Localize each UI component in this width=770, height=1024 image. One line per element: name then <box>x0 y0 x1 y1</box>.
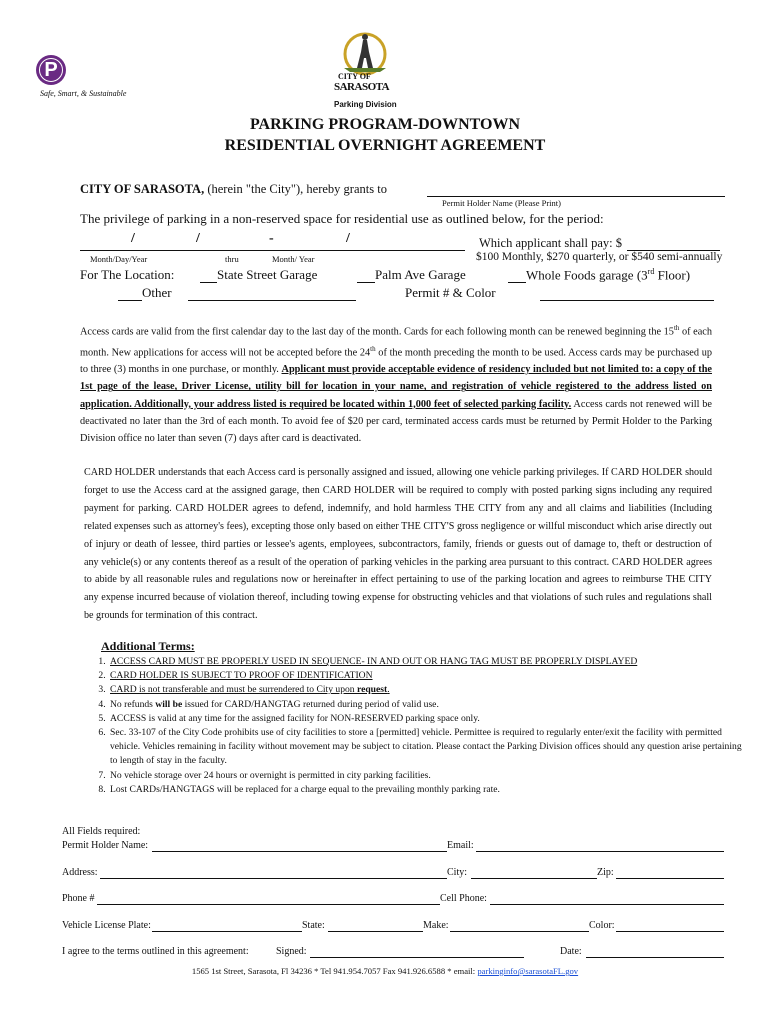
permit-color-field[interactable] <box>540 300 714 301</box>
access-paragraph: Access cards are valid from the first calendar day to the last day of the month. Cards for each following month can be renewed beginning the 15th of each month. New applications for access will not be accepted before the 24th of the month preceding the month to be used. Access cards may be purchased up to three (3) months in one purchase, or monthly. Applicant must provide acceptable evidence of residency included but not limited to: a copy of the 1st page of the lease, Driver License, utility bill for location in your name, and registration of vehicle registered to the address listed on application. Additionally, your address listed is required be located within 1,000 feet of selected parking facility. Access cards not renewed will be deactivated no later than the 3rd of each month. To avoid fee of $20 per card, terminated access cards must be returned by Permit Holder to the Parking Division office no later than seven (7) days after card is deactivated. <box>80 324 713 445</box>
month-year-caption: Month/ Year <box>272 254 315 264</box>
period-field[interactable] <box>80 250 465 251</box>
phone-input[interactable] <box>97 904 440 905</box>
email-input[interactable] <box>476 851 724 852</box>
permit-holder-name-label: Permit Holder Name: <box>62 840 149 851</box>
state-street-option: State Street Garage <box>217 267 318 282</box>
permit-holder-name-field[interactable] <box>427 196 725 197</box>
date-dash: - <box>269 231 274 246</box>
whole-foods-checkbox[interactable] <box>508 282 526 283</box>
rates-text: $100 Monthly, $270 quarterly, or $540 semi-annually <box>476 251 723 263</box>
cell-phone-label: Cell Phone: <box>440 893 487 904</box>
footer: 1565 1st Street, Sarasota, Fl 34236 * Tel 941.954.7057 Fax 941.926.6588 * email: parkinginfo@sarasotaFL.gov <box>191 966 579 976</box>
card-holder-paragraph: CARD HOLDER understands that each Access card is personally assigned and issued, allowing one vehicle parking privileges. If CARD HOLDER should forget to use the Access card at the assigned garage, then CARD HOLDER will be required to comply with posted parking signs including any required payment for parking. CARD HOLDER agrees to defend, indemnify, and hold harmless THE CITY from any and all claims and liabilities (Including related expenses such as attorney's fees), excepting those only based on either THE CITY'S gross negligence or willful misconduct which arise directly out of injury or death of lessee, third parties or lessee's agents, employees, subcontractors, family, friends or guests out of damage to, theft or destruction of any vehicle(s) or any contents thereof as a result of the operation of parking vehicles in the parking area pursuant to this contract. CARD HOLDER agrees to abide by all reasonable rules and regulations now or hereinafter in effect pertaining to use of the parking location and agrees to reimburse THE CITY any expense incurred because of violation thereof, including towing expense for obstructing vehicles and that violations of such rules and regulations shall be grounds for termination of this contract. <box>84 467 712 622</box>
permit-color-label: Permit # & Color <box>405 285 496 300</box>
grant-text: CITY OF SARASOTA, (herein "the City"), hereby grants to <box>80 182 387 196</box>
additional-terms-list <box>88 655 748 797</box>
address-input[interactable] <box>100 878 447 879</box>
thru-caption: thru <box>225 254 239 264</box>
date-slash-1: / <box>131 231 135 246</box>
date-slash-3: / <box>346 231 350 246</box>
state-street-checkbox[interactable] <box>200 282 217 283</box>
date-input[interactable] <box>586 957 724 958</box>
zip-label: Zip: <box>597 867 614 878</box>
address-label: Address: <box>62 867 98 878</box>
date-label: Date: <box>560 946 582 957</box>
plate-label: Vehicle License Plate: <box>62 920 151 931</box>
email-label: Email: <box>447 840 474 851</box>
term-7: 7. No vehicle storage over 24 hours or overnight is permitted in city parking facilities. <box>108 769 748 783</box>
term-6: 6. Sec. 33-107 of the City Code prohibits use of city facilities to store a [permitted] vehicle. Permittee is required to regularly enter/exit the facility with permitted vehicle. Vehicles remaining in facility without movement may be subject to citation. Please contact the Parking Division offices should any question arise pertaining to length of stay in the faculty. <box>108 726 748 769</box>
term-8: 8. Lost CARDs/HANGTAGS will be replaced for a charge equal to the prevailing monthly parking rate. <box>108 783 748 797</box>
footer-email-link[interactable]: parkinginfo@sarasotaFL.gov <box>477 966 579 976</box>
phone-label: Phone # <box>62 893 95 904</box>
title-line-1: PARKING PROGRAM-DOWNTOWN <box>249 116 521 133</box>
tagline: Safe, Smart, & Sustainable <box>40 89 127 98</box>
all-fields-required: All Fields required: <box>62 826 141 837</box>
date-caption: Month/Day/Year <box>90 254 148 264</box>
privilege-text: The privilege of parking in a non-reserved space for residential use as outlined below, for the period: <box>80 211 604 226</box>
pay-label: Which applicant shall pay: $ <box>479 236 623 250</box>
term-4: 4. No refunds will be issued for CARD/HANGTAG returned during period of valid use. <box>108 698 748 712</box>
other-checkbox[interactable] <box>118 300 142 301</box>
term-3: 3. CARD is not transferable and must be surrendered to City upon request. <box>108 683 748 697</box>
plate-input[interactable] <box>152 931 302 932</box>
term-1: 1. ACCESS CARD MUST BE PROPERLY USED IN SEQUENCE- IN AND OUT OR HANG TAG MUST BE PROPERLY DISPLAYED <box>108 655 748 669</box>
other-option: Other <box>142 285 172 300</box>
cell-phone-input[interactable] <box>490 904 724 905</box>
agree-label: I agree to the terms outlined in this agreement: <box>62 946 249 957</box>
palm-ave-checkbox[interactable] <box>357 282 375 283</box>
palm-ave-option: Palm Ave Garage <box>375 267 466 282</box>
signature-input[interactable] <box>310 957 524 958</box>
city-seal-logo <box>330 28 400 110</box>
location-label: For The Location: <box>80 267 175 282</box>
title-line-2: RESIDENTIAL OVERNIGHT AGREEMENT <box>224 137 546 154</box>
term-2: 2. CARD HOLDER IS SUBJECT TO PROOF OF IDENTIFICATION <box>108 669 748 683</box>
seal-name: SARASOTA <box>334 81 390 93</box>
other-location-field[interactable] <box>188 300 356 301</box>
color-label: Color: <box>589 920 615 931</box>
signed-label: Signed: <box>276 946 307 957</box>
whole-foods-option: Whole Foods garage (3rd Floor) <box>526 267 691 283</box>
permit-holder-name-input[interactable] <box>152 851 447 852</box>
seal-division: Parking Division <box>334 100 397 109</box>
seal-city-of: CITY OF <box>338 72 371 81</box>
make-label: Make: <box>423 920 449 931</box>
state-label: State: <box>302 920 325 931</box>
term-5: 5. ACCESS is valid at any time for the assigned facility for NON-RESERVED parking space only. <box>108 712 748 726</box>
city-label: City: <box>447 867 468 878</box>
color-input[interactable] <box>616 931 724 932</box>
make-input[interactable] <box>450 931 589 932</box>
additional-terms-heading: Additional Terms: <box>101 639 195 653</box>
permit-holder-caption: Permit Holder Name (Please Print) <box>442 198 561 208</box>
date-slash-2: / <box>196 231 200 246</box>
state-input[interactable] <box>328 931 423 932</box>
city-input[interactable] <box>471 878 597 879</box>
parking-logo-icon: P <box>36 55 66 85</box>
zip-input[interactable] <box>616 878 724 879</box>
